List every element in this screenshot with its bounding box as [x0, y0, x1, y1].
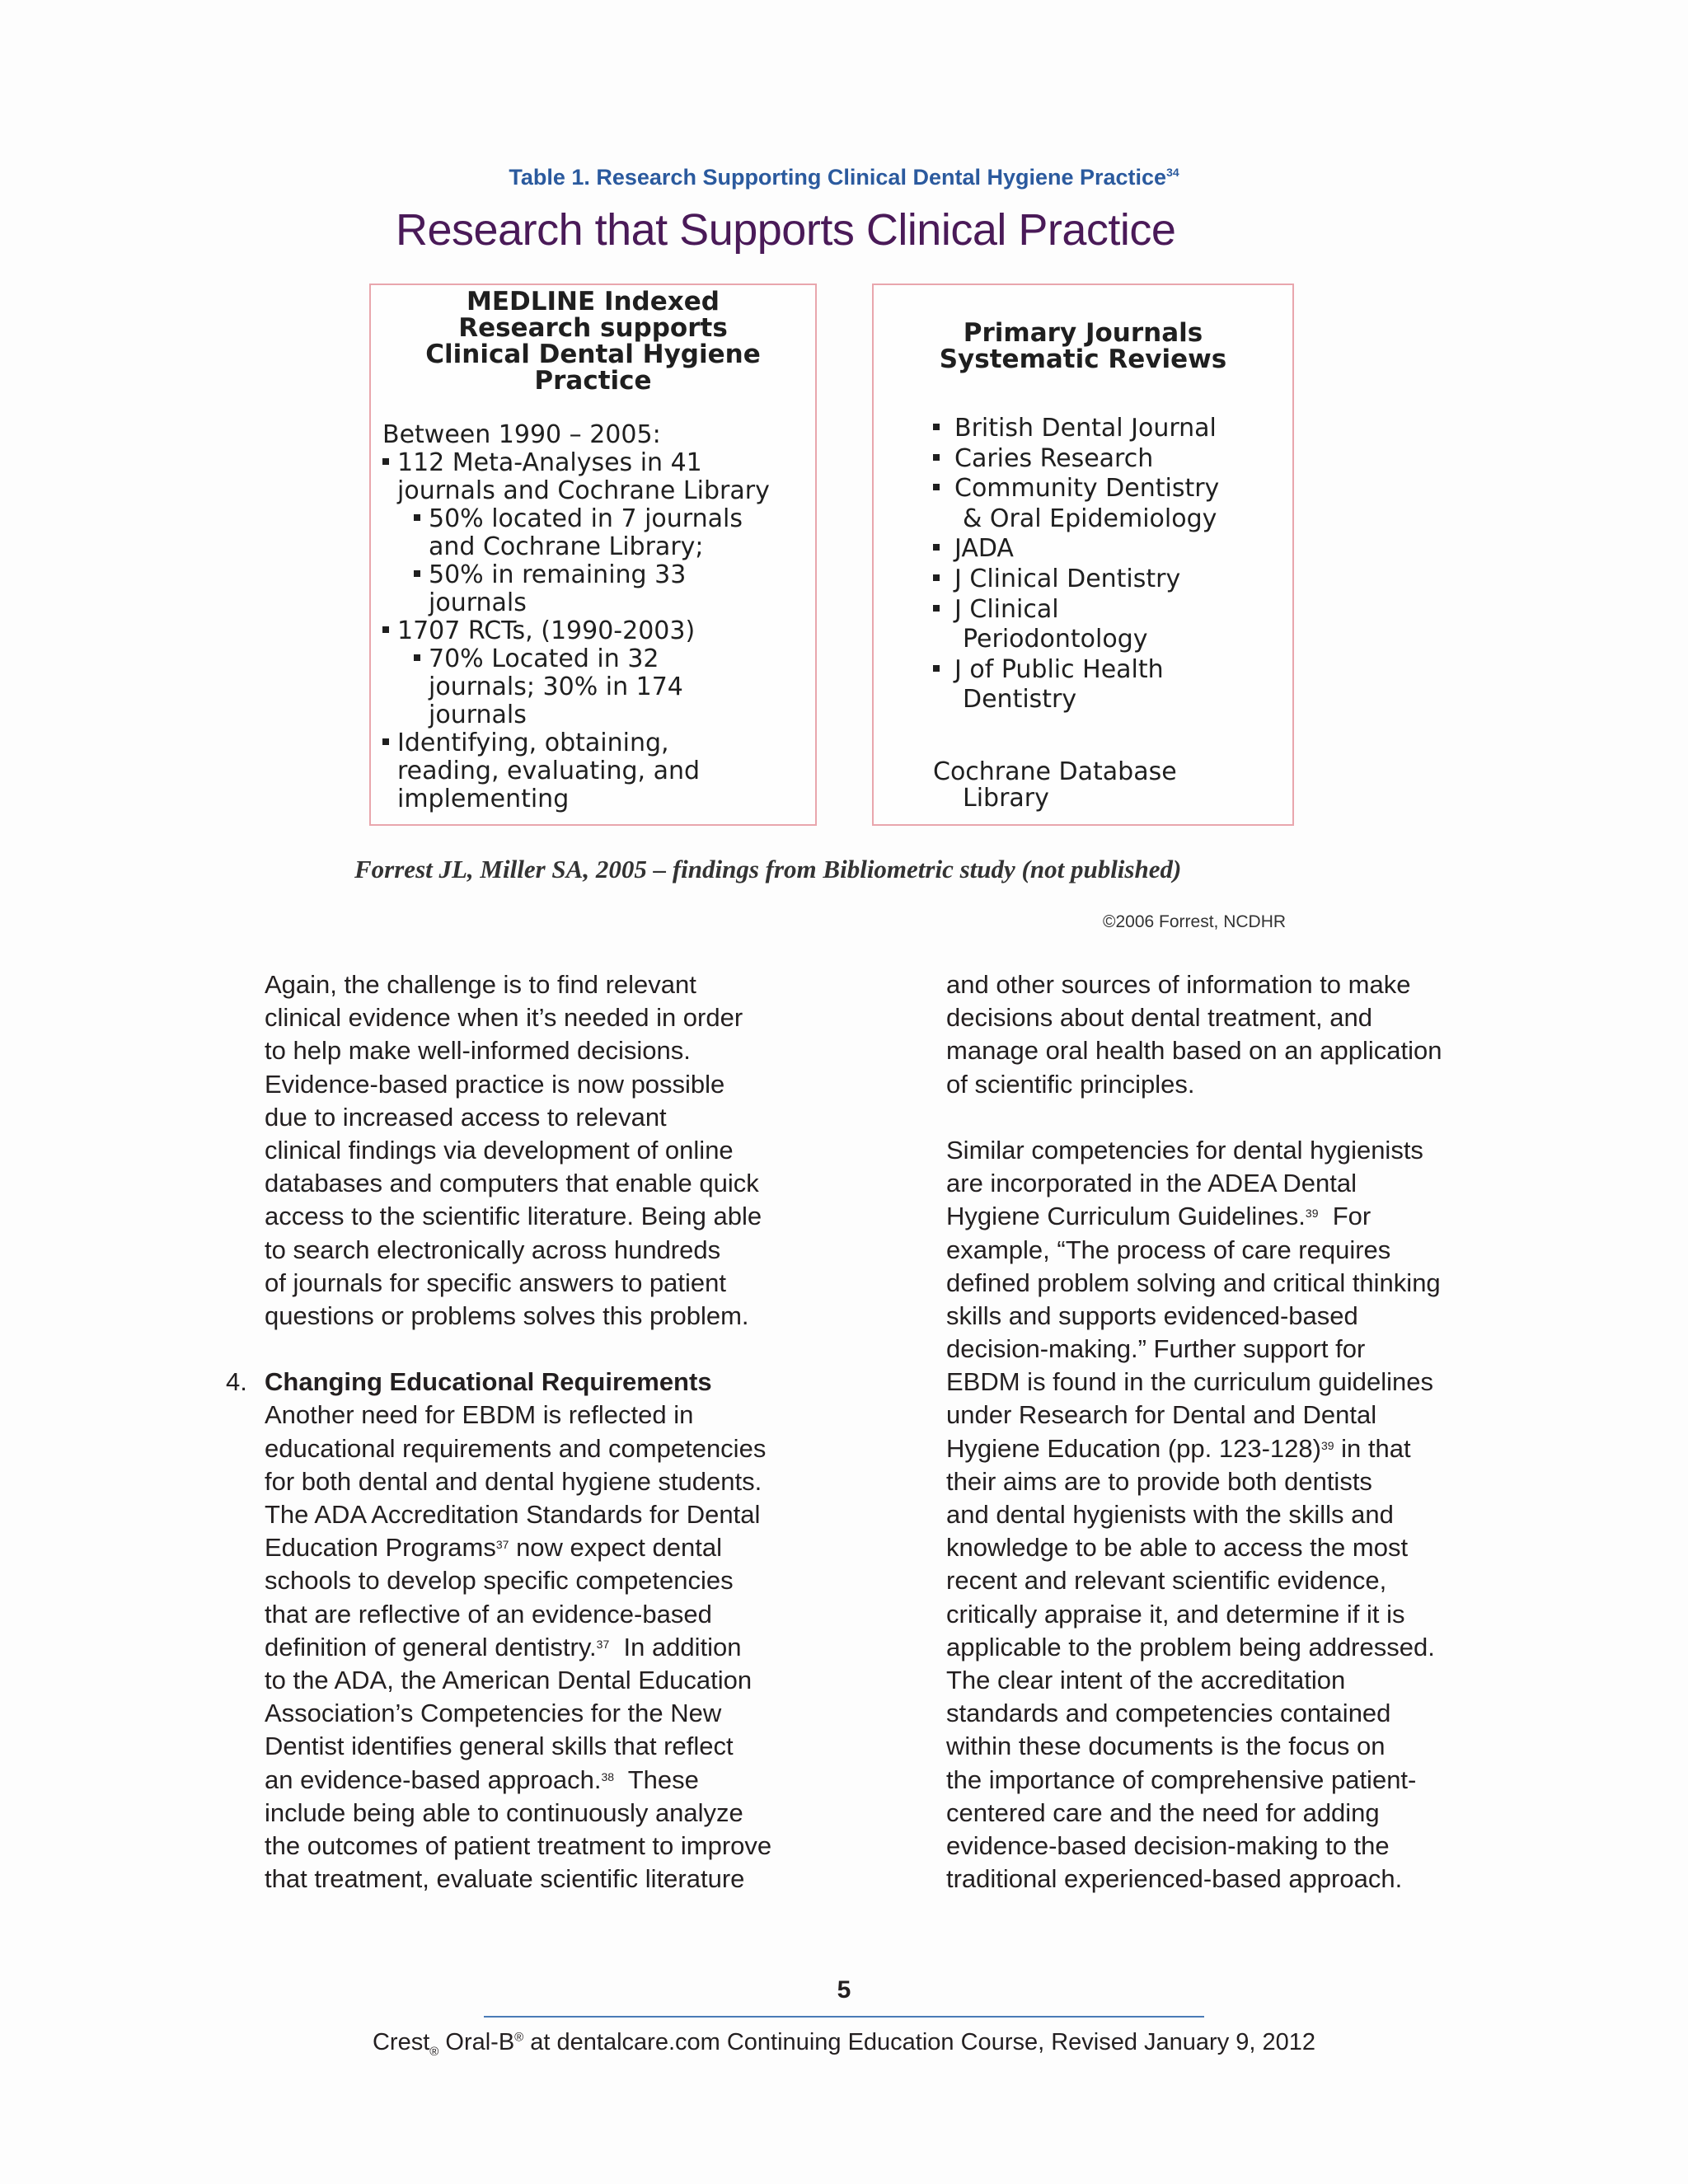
text-line: of scientific principles.	[946, 1069, 1195, 1099]
cochrane-line: Library	[963, 784, 1049, 813]
bullet-square	[933, 544, 940, 551]
journal-line	[933, 657, 1164, 683]
text-line	[946, 1134, 1442, 1167]
journal-line	[963, 506, 1217, 532]
table-caption	[0, 165, 1688, 190]
text-segment: Hygiene Education (pp. 123-128)	[946, 1433, 1321, 1463]
medline-line-text: and Cochrane Library;	[429, 532, 704, 561]
text-segment: applicable to the problem being addressed.	[946, 1632, 1435, 1661]
journal-line-text: Periodontology	[963, 625, 1148, 654]
medline-heading-line: Practice	[534, 366, 652, 396]
text-segment: The ADA Accreditation Standards for Dental	[265, 1500, 761, 1529]
medline-line	[414, 562, 686, 588]
medline-line	[382, 730, 669, 757]
medline-line	[429, 590, 527, 616]
text-line: due to increased access to relevant	[265, 1102, 667, 1132]
text-line	[265, 1730, 771, 1763]
medline-line-text: reading, evaluating, and	[397, 757, 701, 785]
text-segment: now expect dental	[509, 1533, 722, 1563]
bullet-square	[414, 514, 420, 521]
figure-title: Research that Supports Clinical Practice	[396, 205, 1176, 255]
caption-text: Table 1. Research Supporting Clinical Dental Hygiene Practice	[509, 165, 1167, 190]
page-number: 5	[837, 1976, 851, 2004]
medline-line-text: 70% Located in 32	[429, 644, 659, 673]
medline-heading-line: Clinical Dental Hygiene	[425, 340, 761, 369]
text-segment: traditional experienced-based approach.	[946, 1864, 1403, 1894]
journal-line	[963, 687, 1076, 713]
text-line	[265, 1531, 771, 1564]
text-segment: defined problem solving and critical thinking	[946, 1268, 1441, 1297]
bullet-square	[382, 458, 389, 465]
text-line	[946, 1664, 1442, 1697]
bullet-square	[933, 424, 940, 430]
text-segment: decision-making.” Further support for	[946, 1334, 1366, 1364]
text-line	[946, 1465, 1442, 1498]
medline-intro: Between 1990 – 2005:	[382, 420, 661, 449]
text-line: clinical evidence when it’s needed in order	[265, 1003, 743, 1033]
journal-line-text: J Clinical	[954, 595, 1059, 624]
reference-number: 39	[1320, 1438, 1334, 1452]
medline-line	[414, 506, 743, 532]
text-line: questions or problems solves this problem.	[265, 1301, 749, 1330]
text-segment: In addition	[609, 1632, 742, 1661]
text-segment: the outcomes of patient treatment to improve	[265, 1830, 772, 1860]
journal-line-text: British Dental Journal	[954, 414, 1217, 443]
text-line	[265, 1764, 771, 1797]
footer-course-text: at dentalcare.com Continuing Education Course, Revised January 9, 2012	[523, 2029, 1316, 2055]
text-line	[946, 1797, 1442, 1830]
medline-line-text: 1707 RCTs, (1990-2003)	[397, 616, 696, 645]
medline-line-text: 50% located in 7 journals	[429, 504, 743, 533]
journal-line	[933, 597, 1059, 623]
text-segment: the importance of comprehensive patient-	[946, 1765, 1417, 1794]
text-segment: centered care and the need for adding	[946, 1797, 1380, 1827]
reference-number: 38	[601, 1769, 615, 1783]
bullet-square	[933, 454, 940, 461]
right-column	[946, 968, 1442, 1896]
bullet-square	[933, 605, 940, 612]
medline-line-text: journals; 30% in 174	[429, 673, 683, 701]
text-line	[265, 1564, 771, 1597]
text-line	[265, 1830, 771, 1863]
left-column	[226, 968, 772, 1896]
medline-line-text: Identifying, obtaining,	[397, 729, 669, 757]
text-line	[265, 1664, 771, 1697]
text-line: clinical findings via development of online	[265, 1135, 734, 1165]
text-line	[946, 1830, 1442, 1863]
journal-line	[963, 626, 1148, 653]
journals-heading-line: Primary Journals	[963, 318, 1203, 348]
text-segment: and dental hygienists with the skills and	[946, 1500, 1394, 1529]
text-line	[265, 1465, 771, 1498]
footer-divider	[484, 2016, 1204, 2018]
journal-line	[933, 566, 1180, 593]
text-line: to search electronically across hundreds	[265, 1235, 721, 1264]
text-line	[265, 1399, 771, 1432]
text-line: databases and computers that enable quick	[265, 1169, 759, 1198]
section-heading-line	[226, 1366, 771, 1399]
medline-line-text: implementing	[397, 785, 570, 813]
text-line: Evidence-based practice is now possible	[265, 1069, 725, 1099]
text-line	[946, 1267, 1442, 1300]
journal-line-text: Caries Research	[954, 444, 1154, 473]
text-segment: EBDM is found in the curriculum guidelines	[946, 1367, 1433, 1397]
journal-line	[933, 415, 1217, 442]
medline-line	[429, 534, 704, 560]
text-segment: under Research for Dental and Dental	[946, 1400, 1377, 1430]
medline-line	[429, 702, 527, 729]
journal-line-text: & Oral Epidemiology	[963, 504, 1217, 533]
footer-brand-2: Oral-B	[438, 2029, 515, 2055]
text-line	[946, 1432, 1442, 1465]
text-segment: evidence-based decision-making to the	[946, 1830, 1390, 1860]
text-line	[265, 1631, 771, 1664]
section-paragraph	[265, 1399, 771, 1896]
text-segment: include being able to continuously analyze	[265, 1797, 743, 1827]
medline-panel-heading	[371, 285, 815, 394]
text-segment: Education Programs	[265, 1533, 496, 1563]
text-line	[946, 1697, 1442, 1730]
footer-reg-1: ®	[429, 2044, 439, 2059]
journal-line-text: J Clinical Dentistry	[954, 565, 1181, 593]
journal-line	[933, 536, 1014, 562]
text-segment: that treatment, evaluate scientific literature	[265, 1864, 745, 1894]
bullet-square	[414, 570, 420, 577]
text-segment: Association’s Competencies for the New	[265, 1699, 722, 1728]
text-segment: schools to develop specific competencies	[265, 1566, 734, 1596]
caption-ref: 34	[1166, 166, 1179, 179]
footer-text	[0, 2029, 1688, 2059]
text-line	[946, 1498, 1442, 1531]
text-line	[946, 1167, 1442, 1200]
text-line	[946, 1333, 1442, 1366]
text-line: and other sources of information to make	[946, 970, 1411, 999]
text-line: Again, the challenge is to find relevant	[265, 970, 696, 999]
text-line	[946, 1234, 1442, 1267]
medline-line-text: 112 Meta-Analyses in 41	[397, 448, 702, 477]
text-line	[265, 1697, 771, 1730]
text-line: decisions about dental treatment, and	[946, 1003, 1373, 1033]
text-line: of journals for specific answers to patient	[265, 1268, 726, 1297]
text-line	[946, 1564, 1442, 1597]
text-segment: in that	[1334, 1433, 1411, 1463]
reference-number: 39	[1305, 1207, 1319, 1221]
reference-number: 37	[495, 1538, 509, 1552]
text-line: access to the scientific literature. Being able	[265, 1202, 762, 1231]
text-segment: Dentist identifies general skills that reflect	[265, 1732, 734, 1761]
text-line	[946, 1863, 1442, 1896]
medline-line	[382, 450, 702, 476]
reference-number: 37	[596, 1637, 610, 1651]
text-line	[946, 1300, 1442, 1333]
text-segment: to the ADA, the American Dental Education	[265, 1665, 753, 1694]
medline-line-text: 50% in remaining 33	[429, 560, 687, 589]
text-segment: The clear intent of the accreditation	[946, 1665, 1346, 1694]
medline-line-text: journals and Cochrane Library	[397, 476, 770, 505]
bullet-square	[933, 484, 940, 490]
text-line	[946, 1764, 1442, 1797]
text-segment: For	[1318, 1202, 1372, 1231]
medline-line	[382, 618, 695, 644]
medline-line	[414, 646, 659, 673]
text-line: manage oral health based on an application	[946, 1036, 1442, 1066]
journal-line-text: Community Dentistry	[954, 474, 1220, 503]
figure-citation: Forrest JL, Miller SA, 2005 – findings from Bibliometric study (not published)	[354, 855, 1182, 883]
text-segment: definition of general dentistry.	[265, 1632, 597, 1661]
text-segment: These	[614, 1765, 699, 1794]
text-line	[265, 1598, 771, 1631]
medline-heading-line: Research supports	[458, 313, 728, 343]
medline-line	[397, 758, 700, 785]
text-segment: their aims are to provide both dentists	[946, 1466, 1372, 1496]
medline-line-text: journals	[429, 588, 527, 617]
medline-line	[429, 674, 683, 701]
text-segment: that are reflective of an evidence-based	[265, 1599, 712, 1629]
text-segment: are incorporated in the ADEA Dental	[946, 1169, 1357, 1198]
medline-line-text: journals	[429, 701, 527, 729]
text-segment: an evidence-based approach.	[265, 1765, 602, 1794]
journals-panel-heading	[874, 320, 1292, 373]
text-line	[265, 1498, 771, 1531]
text-line: to help make well-informed decisions.	[265, 1036, 691, 1066]
footer-reg-2: ®	[514, 2030, 524, 2045]
text-line	[946, 1200, 1442, 1233]
journals-panel	[872, 284, 1294, 826]
journal-line-text: JADA	[954, 534, 1014, 563]
section-heading: Changing Educational Requirements	[265, 1367, 712, 1397]
text-segment: for both dental and dental hygiene students.	[265, 1466, 762, 1496]
text-line	[946, 1631, 1442, 1664]
bullet-square	[382, 738, 389, 745]
right-paragraph-1	[946, 968, 1442, 1101]
text-line	[265, 1863, 771, 1896]
text-segment: recent and relevant scientific evidence,	[946, 1566, 1387, 1596]
journal-line	[933, 476, 1219, 502]
section-number: 4.	[226, 1367, 247, 1397]
text-segment: Another need for EBDM is reflected in	[265, 1400, 694, 1430]
footer-brand-1: Crest	[372, 2029, 430, 2055]
figure-copyright: ©2006 Forrest, NCDHR	[1103, 912, 1287, 931]
right-paragraph-2	[946, 1134, 1442, 1896]
text-segment: Hygiene Curriculum Guidelines.	[946, 1202, 1306, 1231]
text-line	[946, 1531, 1442, 1564]
text-segment: within these documents is the focus on	[946, 1732, 1386, 1761]
text-line	[946, 1366, 1442, 1399]
bullet-square	[933, 574, 940, 581]
bullet-square	[933, 665, 940, 672]
journal-line	[933, 446, 1153, 472]
text-segment: example, “The process of care requires	[946, 1235, 1391, 1264]
medline-line	[397, 478, 770, 504]
medline-heading-line: MEDLINE Indexed	[467, 287, 720, 316]
journals-heading-line: Systematic Reviews	[939, 344, 1227, 374]
left-paragraph	[265, 968, 771, 1333]
medline-panel	[369, 284, 817, 826]
text-line	[265, 1797, 771, 1830]
text-segment: standards and competencies contained	[946, 1699, 1391, 1728]
journal-line-text: Dentistry	[963, 685, 1077, 714]
text-segment: critically appraise it, and determine if it is	[946, 1599, 1405, 1629]
text-segment: skills and supports evidenced-based	[946, 1301, 1358, 1330]
text-segment: educational requirements and competencies	[265, 1433, 767, 1463]
journal-line-text: J of Public Health	[954, 655, 1164, 684]
text-segment: Similar competencies for dental hygienists	[946, 1135, 1423, 1165]
text-line	[265, 1432, 771, 1465]
text-segment: knowledge to be able to access the most	[946, 1533, 1409, 1563]
cochrane-line: Cochrane Database	[933, 757, 1177, 786]
text-line	[946, 1399, 1442, 1432]
bullet-square	[414, 654, 420, 661]
bullet-square	[382, 626, 389, 633]
text-line	[946, 1730, 1442, 1763]
text-line	[946, 1598, 1442, 1631]
medline-line	[397, 786, 569, 813]
